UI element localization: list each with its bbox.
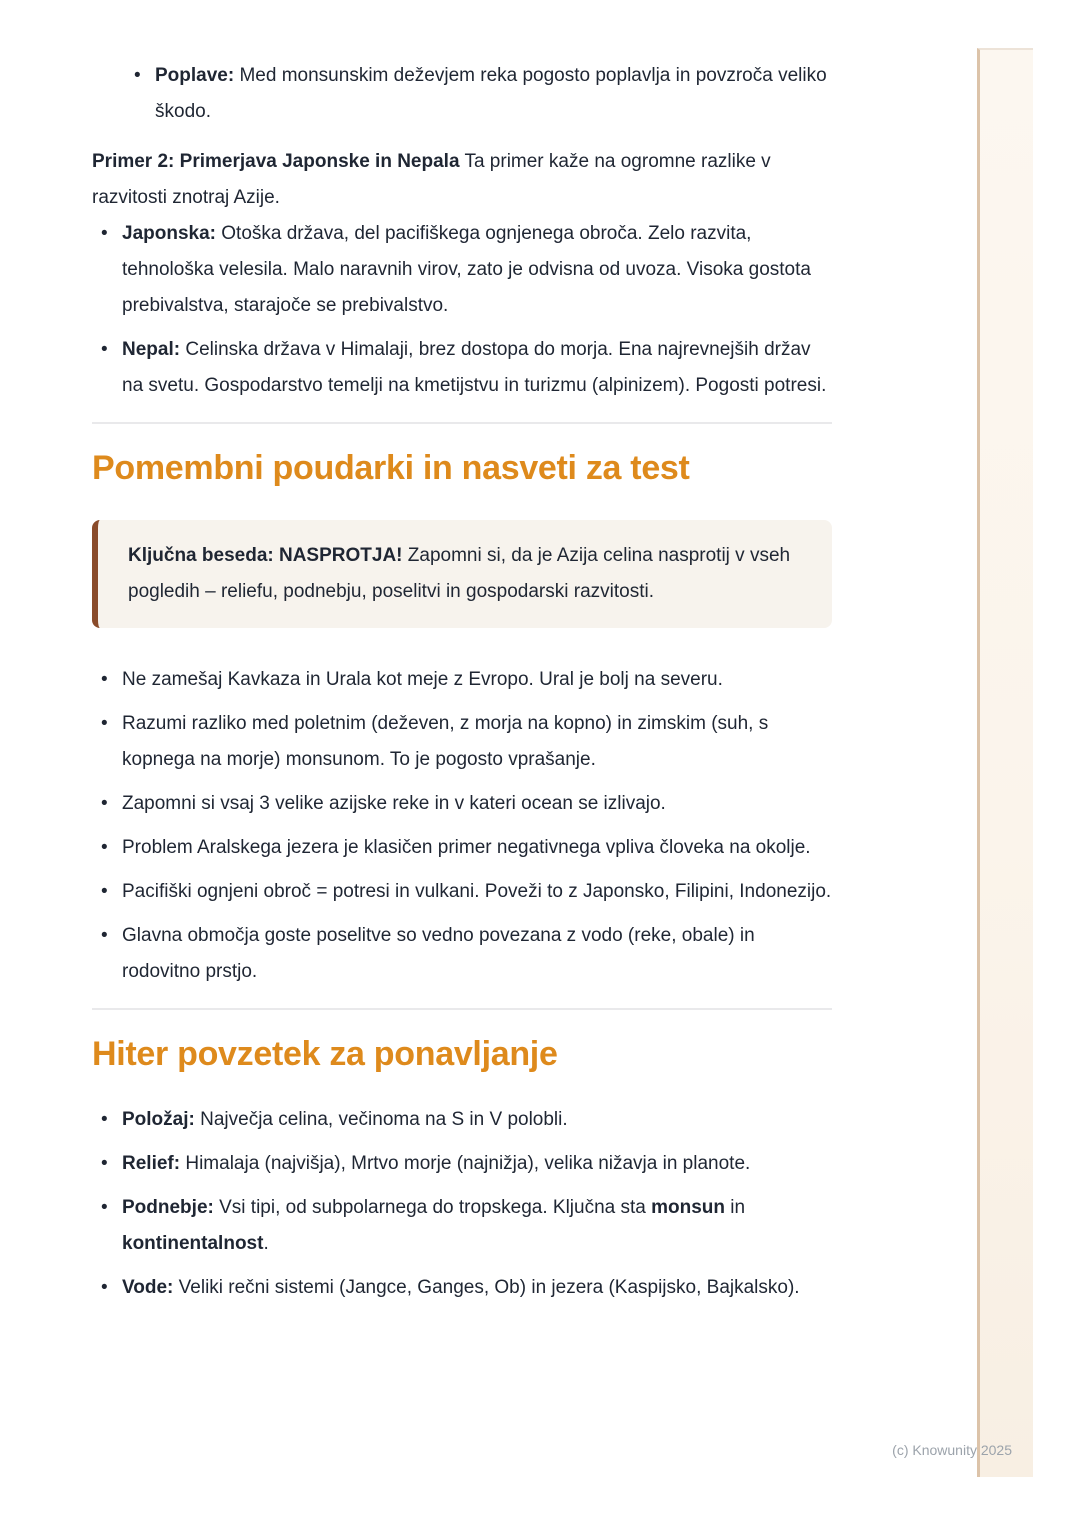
tips-bullet-list bbox=[92, 662, 832, 990]
list-item bbox=[92, 1102, 832, 1138]
page-edge-stripe bbox=[977, 48, 1033, 1477]
list-item bbox=[92, 332, 832, 404]
content-column bbox=[92, 0, 832, 1306]
list-item bbox=[92, 216, 832, 324]
body-text: Himalaja (najvišja), Mrtvo morje (najnižja), velika nižavja in planote. bbox=[180, 1153, 751, 1174]
body-text: Celinska država v Himalaji, brez dostopa do morja. Ena najrevnejših držav na svetu. Gospodarstvo temelji na kmetijstvu in turizmu (alpinizem). Pogosti potresi. bbox=[122, 339, 827, 396]
list-item bbox=[92, 1146, 832, 1182]
bold-text: Položaj: bbox=[122, 1109, 195, 1130]
bold-text: Vode: bbox=[122, 1277, 174, 1298]
flood-bullet-list bbox=[125, 58, 832, 130]
section-divider bbox=[92, 1008, 832, 1010]
list-item bbox=[92, 874, 832, 910]
watermark: (c) Knowunity 2025 bbox=[892, 1442, 1012, 1458]
list-item bbox=[92, 786, 832, 822]
body-text: Ne zamešaj Kavkaza in Urala kot meje z Evropo. Ural je bolj na severu. bbox=[122, 669, 723, 690]
body-text: in bbox=[725, 1197, 746, 1218]
body-text: Vsi tipi, od subpolarnega do tropskega. Ključna sta bbox=[213, 1197, 652, 1218]
bold-text: Japonska: bbox=[122, 223, 216, 244]
body-text: Veliki rečni sistemi (Jangce, Ganges, Ob) in jezera (Kaspijsko, Bajkalsko). bbox=[173, 1277, 800, 1298]
list-item bbox=[92, 918, 832, 990]
body-text: Med monsunskim deževjem reka pogosto poplavlja in povzroča veliko škodo. bbox=[155, 65, 827, 122]
body-text: Razumi razliko med poletnim (deževen, z morja na kopno) in zimskim (suh, s kopnega na morje) monsunom. To je pogosto vprašanje. bbox=[122, 713, 769, 770]
list-item bbox=[92, 1190, 832, 1262]
bold-text: Podnebje: bbox=[122, 1197, 214, 1218]
key-term-callout bbox=[92, 520, 832, 628]
body-text: Zapomni si vsaj 3 velike azijske reke in v kateri ocean se izlivajo. bbox=[122, 793, 666, 814]
body-text: Otoška država, del pacifiškega ognjenega obroča. Zelo razvita, tehnološka velesila. Malo naravnih virov, zato je odvisna od uvoza. Visoka gostota prebivalstva, starajoče se prebivalstvo. bbox=[122, 223, 811, 316]
body-text: Zapomni si, da je Azija celina nasprotij v vseh pogledih – reliefu, podnebju, poselitvi in gospodarski razvitosti. bbox=[128, 545, 791, 602]
section-title-summary: Hiter povzetek za ponavljanje bbox=[92, 1035, 558, 1073]
list-item bbox=[92, 706, 832, 778]
bold-text: Relief: bbox=[122, 1153, 181, 1174]
body-text: Pacifiški ognjeni obroč = potresi in vulkani. Poveži to z Japonsko, Filipini, Indonezijo. bbox=[122, 881, 832, 902]
body-text: Glavna območja goste poselitve so vedno povezana z vodo (reke, obale) in rodovitno prstjo. bbox=[122, 925, 755, 982]
body-text: Ta primer kaže na ogromne razlike v razvitosti znotraj Azije. bbox=[92, 151, 771, 208]
section-title-tips: Pomembni poudarki in nasveti za test bbox=[92, 449, 690, 487]
bold-text: Primer 2: Primerjava Japonske in Nepala bbox=[92, 151, 460, 172]
list-item bbox=[92, 662, 832, 698]
primer2-paragraph bbox=[92, 144, 832, 216]
bold-text: Poplave: bbox=[155, 65, 235, 86]
summary-bullet-list bbox=[92, 1102, 832, 1306]
bold-text: Ključna beseda: NASPROTJA! bbox=[128, 545, 403, 566]
bold-text: monsun bbox=[651, 1197, 726, 1218]
body-text: . bbox=[263, 1233, 269, 1254]
comparison-bullet-list bbox=[92, 216, 832, 404]
list-item bbox=[125, 58, 832, 130]
section-divider bbox=[92, 422, 832, 424]
callout-text bbox=[128, 538, 804, 610]
body-text: Problem Aralskega jezera je klasičen primer negativnega vpliva človeka na okolje. bbox=[122, 837, 811, 858]
list-item bbox=[92, 830, 832, 866]
bold-text: kontinentalnost bbox=[122, 1233, 264, 1254]
list-item bbox=[92, 1270, 832, 1306]
body-text: Največja celina, večinoma na S in V polobli. bbox=[194, 1109, 568, 1130]
bold-text: Nepal: bbox=[122, 339, 181, 360]
